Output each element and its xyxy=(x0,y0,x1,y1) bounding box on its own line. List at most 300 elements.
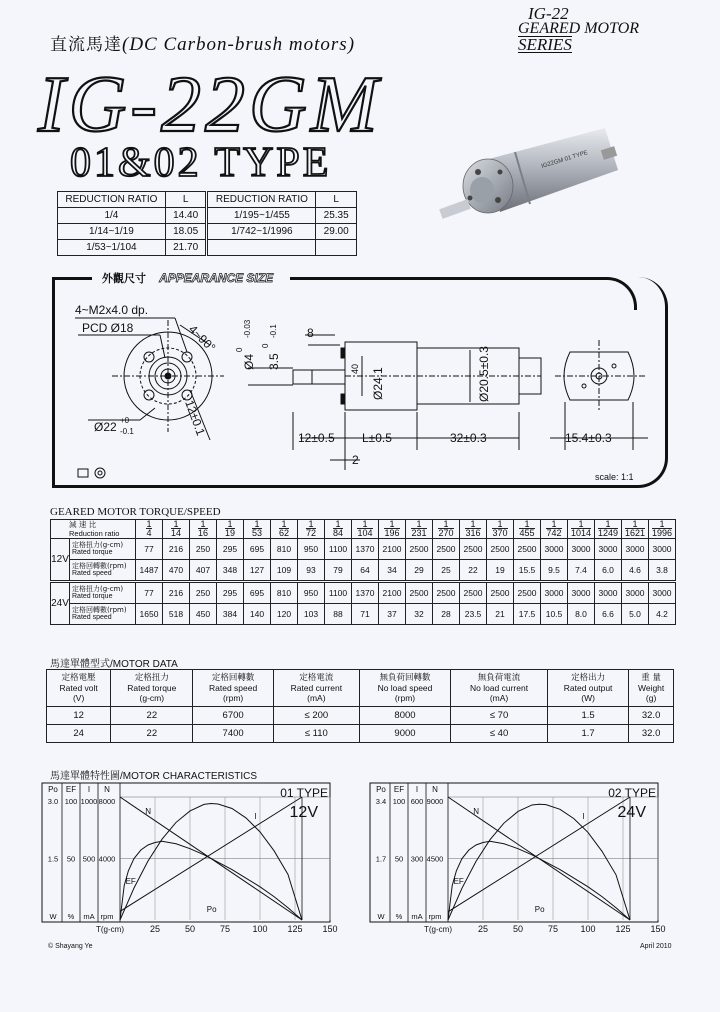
torque-cell: 810 xyxy=(271,582,298,604)
speed-cell: 1650 xyxy=(136,604,163,625)
torque-cell: 810 xyxy=(271,539,298,560)
axis-header: I xyxy=(415,785,419,794)
ratio-denominator: 196 xyxy=(384,528,400,538)
torque-table xyxy=(50,519,676,625)
dim-len2: L±0.5 xyxy=(362,431,392,445)
motor-data-header-cn: 定格扭力 xyxy=(134,673,169,683)
ratio-cell xyxy=(190,520,217,539)
ratio-numerator: 1 xyxy=(411,520,426,529)
axis-top-value: 600 xyxy=(410,797,424,806)
speed-cell: 6.0 xyxy=(595,560,622,582)
torque-cell: 2500 xyxy=(487,539,514,560)
motor-data-cell: ≤ 40 xyxy=(451,725,548,743)
axis-header: Po xyxy=(376,785,386,794)
torque-cell: 3000 xyxy=(622,539,649,560)
axis-header: N xyxy=(104,785,110,794)
dim-shaft-tol-top: 0 xyxy=(235,347,244,352)
series-ef-label: EF xyxy=(125,877,136,886)
x-tick-label: 50 xyxy=(184,924,196,934)
ratio-denominator: 16 xyxy=(197,528,208,538)
speed-cell: 29 xyxy=(406,560,433,582)
axis-mid-value: 500 xyxy=(82,854,96,864)
ratio-cell: 29.00 xyxy=(316,224,357,240)
series-po-line xyxy=(448,804,630,920)
motor-data-cell: ≤ 110 xyxy=(273,725,359,743)
x-tick-label: 75 xyxy=(547,924,559,934)
torque-label-cn: 定格扭力(g-cm) xyxy=(72,585,124,593)
ratio-header-4: L xyxy=(316,192,357,208)
torque-cell: 3000 xyxy=(622,582,649,604)
torque-cell: 3000 xyxy=(541,539,568,560)
ratio-fraction xyxy=(357,520,372,537)
speed-cell: 3.8 xyxy=(649,560,676,582)
footer-right: April 2010 xyxy=(640,943,672,950)
speed-cell: 6.6 xyxy=(595,604,622,625)
torque-cell: 2500 xyxy=(406,539,433,560)
ratio-numerator: 1 xyxy=(225,520,235,529)
axis-mid-value: 4000 xyxy=(98,854,116,864)
motor-data-header-cn: 定格電流 xyxy=(299,673,334,683)
dim-angle: 4~90° xyxy=(185,322,219,355)
axis-mid-value: 1.7 xyxy=(375,854,387,864)
axis-top-value: 100 xyxy=(64,797,78,806)
ratio-denominator: 53 xyxy=(251,528,262,538)
torque-cell: 77 xyxy=(136,539,163,560)
torque-cell: 250 xyxy=(190,539,217,560)
speed-cell: 21 xyxy=(487,604,514,625)
ratio-fraction xyxy=(306,520,316,537)
torque-cell: 2500 xyxy=(514,582,541,604)
scale-note: scale: 1:1 xyxy=(595,472,634,480)
ratio-cell xyxy=(595,520,622,539)
axis-top-value: 100 xyxy=(392,797,406,806)
torque-cell: 2500 xyxy=(460,582,487,604)
ratio-fraction xyxy=(225,520,235,537)
motor-data-header-en: Rated current xyxy=(290,683,343,693)
motor-data-cell: 9000 xyxy=(359,725,450,743)
motor-data-cell: 32.0 xyxy=(629,707,674,725)
torque-label-en: Rated torque xyxy=(72,593,113,600)
motor-data-header xyxy=(451,670,548,707)
dim-shaft-tol-bot: -0.03 xyxy=(243,319,252,338)
ratio-fraction xyxy=(492,520,507,537)
torque-cell: 3000 xyxy=(649,539,676,560)
x-tick-label: 150 xyxy=(650,924,666,934)
ratio-numerator: 1 xyxy=(465,520,480,529)
chart-title: 01 TYPE xyxy=(280,786,328,800)
dimension-drawing xyxy=(60,290,660,480)
ratio-cell xyxy=(316,240,357,256)
motor-data-header-cn: 無負荷電流 xyxy=(477,673,521,683)
ratio-label-en: Reduction ratio xyxy=(69,529,120,538)
motor-data-cell: 24 xyxy=(47,725,111,743)
ratio-cell: 1/14~1/19 xyxy=(58,224,166,240)
speed-cell: 348 xyxy=(217,560,244,582)
motor-data-header-cn: 無負荷回轉數 xyxy=(379,673,431,683)
ratio-fraction xyxy=(146,520,151,537)
ratio-cell: 18.05 xyxy=(165,224,207,240)
speed-cell: 7.4 xyxy=(568,560,595,582)
motor-data-header xyxy=(547,670,628,707)
ratio-fraction xyxy=(438,520,453,537)
motor-data-header xyxy=(359,670,450,707)
axis-unit: rpm xyxy=(428,912,442,921)
ratio-row xyxy=(58,224,357,240)
motor-data-header-unit: (rpm) xyxy=(394,693,416,703)
axis-top-value: 9000 xyxy=(426,797,444,806)
motor-data-title-cn: 馬達單體型式 xyxy=(50,659,110,670)
torque-cell: 1370 xyxy=(352,582,379,604)
torque-cell: 3000 xyxy=(595,582,622,604)
speed-cell: 25 xyxy=(433,560,460,582)
motor-data-header-unit: (V) xyxy=(72,693,85,703)
ratio-fraction xyxy=(198,520,208,537)
torque-cell: 1100 xyxy=(325,539,352,560)
motor-data-header-en: Rated torque xyxy=(127,683,177,693)
motor-data-title xyxy=(50,655,178,670)
ratio-cell: 1/4 xyxy=(58,208,166,224)
series-po-label: Po xyxy=(206,905,217,914)
torque-cell: 695 xyxy=(244,582,271,604)
motor-data-row xyxy=(47,707,674,725)
x-tick-label: 125 xyxy=(287,924,303,934)
ratio-denominator: 1996 xyxy=(651,528,673,538)
ratio-row xyxy=(58,240,357,256)
motor-data-header xyxy=(47,670,111,707)
ratio-numerator: 1 xyxy=(384,520,399,529)
ratio-denominator: 1249 xyxy=(597,528,619,538)
ratio-denominator: 231 xyxy=(411,528,427,538)
speed-cell: 32 xyxy=(406,604,433,625)
ratio-label xyxy=(51,520,136,539)
chart-title: 02 TYPE xyxy=(608,786,656,800)
ratio-cell xyxy=(541,520,568,539)
ratio-cell: 14.40 xyxy=(165,208,207,224)
motor-photo xyxy=(430,120,630,230)
dim-can: Ø20.5±0.3 xyxy=(477,346,491,402)
axis-unit: W xyxy=(377,912,385,921)
motor-data-header-unit: (mA) xyxy=(307,693,326,703)
torque-cell: 216 xyxy=(163,582,190,604)
torque-cell: 3000 xyxy=(541,582,568,604)
speed-cell: 64 xyxy=(352,560,379,582)
axis-mid-value: 50 xyxy=(394,854,404,864)
chart-01-svg xyxy=(40,775,350,945)
ratio-cell xyxy=(379,520,406,539)
motor-data-table xyxy=(46,669,674,743)
chart-02-svg xyxy=(368,775,678,945)
ratio-row xyxy=(58,208,357,224)
ratio-header-1: REDUCTION RATIO xyxy=(58,192,166,208)
speed-cell: 17.5 xyxy=(514,604,541,625)
ratio-cell xyxy=(244,520,271,539)
voltage-24v: 24V xyxy=(51,582,70,625)
motor-data-header xyxy=(193,670,274,707)
series-po-label: Po xyxy=(534,905,545,914)
ratio-row xyxy=(51,520,676,539)
ratio-denominator: 14 xyxy=(170,528,181,538)
speed-cell: 8.0 xyxy=(568,604,595,625)
ratio-denominator: 104 xyxy=(357,528,373,538)
axis-mid-value: 4500 xyxy=(426,854,444,864)
torque-label xyxy=(70,582,136,604)
subtitle xyxy=(50,30,355,56)
ratio-cell xyxy=(568,520,595,539)
ratio-cell: 25.35 xyxy=(316,208,357,224)
appearance-title-cn: 外觀尺寸 xyxy=(102,272,146,285)
dim-2: 2 xyxy=(352,453,359,467)
axis-top-value: 3.0 xyxy=(47,797,59,806)
chart-01 xyxy=(40,775,350,945)
motor-data-header-en: Rated speed xyxy=(209,683,258,693)
axis-unit: mA xyxy=(83,912,95,921)
axis-unit: % xyxy=(395,912,403,921)
subtitle-en: (DC Carbon-brush motors) xyxy=(122,34,356,55)
motor-data-header-en: Rated volt xyxy=(59,683,98,693)
motor-data-cell: 1.7 xyxy=(547,725,628,743)
speed-label-cn: 定格回轉數(rpm) xyxy=(72,562,127,570)
speed-cell: 88 xyxy=(325,604,352,625)
dim-8: 8 xyxy=(307,326,314,340)
series-i-label: I xyxy=(582,812,585,821)
speed-cell: 4.6 xyxy=(622,560,649,582)
axis-mid-value: 1.5 xyxy=(47,854,59,864)
torque-cell: 2500 xyxy=(433,582,460,604)
speed-label xyxy=(70,560,136,582)
ratio-fraction xyxy=(625,520,645,537)
ratio-cell xyxy=(460,520,487,539)
speed-cell: 103 xyxy=(298,604,325,625)
motor-data-header xyxy=(273,670,359,707)
ratio-cell xyxy=(514,520,541,539)
speed-cell: 9.5 xyxy=(541,560,568,582)
x-tick-label: 50 xyxy=(512,924,524,934)
characteristics-title-cn: 馬達單體特性圖 xyxy=(50,771,120,782)
motor-data-header xyxy=(111,670,193,707)
ratio-numerator: 1 xyxy=(598,520,618,529)
series-line-3: SERIES xyxy=(518,35,572,54)
ratio-fraction xyxy=(519,520,534,537)
ratio-fraction xyxy=(384,520,399,537)
ratio-fraction xyxy=(411,520,426,537)
axis-unit: % xyxy=(67,912,75,921)
speed-12v-row xyxy=(51,560,676,582)
torque-cell: 695 xyxy=(244,539,271,560)
characteristics-title-en: /MOTOR CHARACTERISTICS xyxy=(120,771,258,782)
model-title: IG-22GM xyxy=(38,61,382,149)
torque-cell: 295 xyxy=(217,582,244,604)
speed-cell: 28 xyxy=(433,604,460,625)
x-tick-label: 125 xyxy=(615,924,631,934)
ratio-numerator: 1 xyxy=(492,520,507,529)
torque-cell: 2500 xyxy=(487,582,514,604)
series-n-label: N xyxy=(473,807,479,817)
speed-cell: 22 xyxy=(460,560,487,582)
series-n-label: N xyxy=(145,807,151,817)
torque-cell: 250 xyxy=(190,582,217,604)
torque-title: GEARED MOTOR TORQUE/SPEED xyxy=(50,506,221,518)
axis-top-value: 1000 xyxy=(80,797,98,806)
torque-cell: 216 xyxy=(163,539,190,560)
x-axis-label: T(g-cm) xyxy=(424,925,452,934)
x-tick-label: 25 xyxy=(477,924,489,934)
footer-left: © Shayang Ye xyxy=(48,943,93,950)
ratio-cell xyxy=(207,240,316,256)
motor-data-header-cn: 重 量 xyxy=(641,673,661,683)
chart-02 xyxy=(368,775,678,945)
torque-cell: 2500 xyxy=(460,539,487,560)
ratio-denominator: 455 xyxy=(519,528,535,538)
ratio-denominator: 72 xyxy=(305,528,316,538)
axis-header: N xyxy=(432,785,438,794)
ratio-fraction xyxy=(279,520,289,537)
axis-header: EF xyxy=(65,785,77,794)
speed-label-en: Rated speed xyxy=(72,570,112,577)
ratio-numerator: 1 xyxy=(198,520,208,529)
torque-cell: 295 xyxy=(217,539,244,560)
motor-data-header-cn: 定格電壓 xyxy=(61,673,96,683)
speed-cell: 4.2 xyxy=(649,604,676,625)
dim-bore: Ø22 xyxy=(94,420,117,434)
torque-cell: 950 xyxy=(298,582,325,604)
motor-data-header-cn: 定格出力 xyxy=(571,673,606,683)
x-axis-label: T(g-cm) xyxy=(96,925,124,934)
torque-cell: 2500 xyxy=(406,582,433,604)
ratio-header-2: L xyxy=(165,192,207,208)
motor-data-cell: 6700 xyxy=(193,707,274,725)
speed-cell: 450 xyxy=(190,604,217,625)
ratio-fraction xyxy=(171,520,181,537)
torque-12v-row xyxy=(51,539,676,560)
speed-cell: 109 xyxy=(271,560,298,582)
axis-unit: mA xyxy=(411,912,423,921)
torque-cell: 3000 xyxy=(568,582,595,604)
motor-data-cell: ≤ 70 xyxy=(451,707,548,725)
speed-24v-row xyxy=(51,604,676,625)
dim-shaft: Ø4 xyxy=(242,353,256,370)
speed-cell: 34 xyxy=(379,560,406,582)
torque-label-en: Rated torque xyxy=(72,549,113,556)
x-tick-label: 100 xyxy=(252,924,268,934)
appearance-title xyxy=(96,270,279,286)
torque-cell: 2100 xyxy=(379,539,406,560)
ratio-numerator: 1 xyxy=(357,520,372,529)
ratio-fraction xyxy=(333,520,343,537)
torque-cell: 3000 xyxy=(568,539,595,560)
ratio-table xyxy=(57,191,357,256)
torque-table-wrap xyxy=(50,519,676,625)
series-line-2: GEARED MOTOR xyxy=(518,20,640,37)
speed-cell: 5.0 xyxy=(622,604,649,625)
motor-data-cell: ≤ 200 xyxy=(273,707,359,725)
motor-data-header-unit: (rpm) xyxy=(222,693,244,703)
motor-data-cell: 22 xyxy=(111,707,193,725)
ratio-header-3: REDUCTION RATIO xyxy=(207,192,316,208)
ratio-cell xyxy=(271,520,298,539)
ratio-cell xyxy=(352,520,379,539)
ratio-fraction xyxy=(465,520,480,537)
ratio-fraction xyxy=(546,520,561,537)
motor-data-title-en: /MOTOR DATA xyxy=(110,659,178,670)
ratio-numerator: 1 xyxy=(652,520,672,529)
speed-cell: 23.5 xyxy=(460,604,487,625)
x-tick-label: 100 xyxy=(580,924,596,934)
ratio-cell: 1/53~1/104 xyxy=(58,240,166,256)
ratio-cell xyxy=(622,520,649,539)
ratio-cell: 21.70 xyxy=(165,240,207,256)
motor-data-header-row xyxy=(47,670,674,707)
dim-40: 40 xyxy=(350,363,360,374)
torque-cell: 77 xyxy=(136,582,163,604)
appearance-top-line xyxy=(52,277,92,280)
axis-mid-value: 300 xyxy=(410,854,424,864)
motor-data-cell: 32.0 xyxy=(629,725,674,743)
ratio-numerator: 1 xyxy=(333,520,343,529)
ratio-numerator: 1 xyxy=(571,520,591,529)
speed-label-en: Rated speed xyxy=(72,614,112,621)
x-tick-label: 150 xyxy=(322,924,338,934)
motor-data-header-en: Weight xyxy=(637,683,665,693)
ratio-cell: 1/195~1/455 xyxy=(207,208,316,224)
ratio-cell: 1/742~1/1996 xyxy=(207,224,316,240)
axis-top-value: 3.4 xyxy=(375,797,387,806)
ratio-label-cn: 減 速 比 xyxy=(69,520,97,529)
torque-cell: 1100 xyxy=(325,582,352,604)
ratio-denominator: 1014 xyxy=(570,528,592,538)
speed-cell: 15.5 xyxy=(514,560,541,582)
side-view xyxy=(248,335,541,470)
dim-flat-tol-bot: -0.1 xyxy=(269,324,278,338)
ratio-denominator: 270 xyxy=(438,528,454,538)
motor-data-header-en: No load current xyxy=(469,683,529,693)
ratio-numerator: 1 xyxy=(546,520,561,529)
speed-cell: 407 xyxy=(190,560,217,582)
ratio-numerator: 1 xyxy=(171,520,181,529)
ratio-numerator: 1 xyxy=(438,520,453,529)
torque-cell: 950 xyxy=(298,539,325,560)
speed-cell: 127 xyxy=(244,560,271,582)
dim-pcd: PCD Ø18 xyxy=(82,321,134,335)
torque-24v-row xyxy=(51,582,676,604)
type-title: 01&02 TYPE xyxy=(70,140,332,186)
ratio-denominator: 84 xyxy=(332,528,343,538)
ratio-denominator: 4 xyxy=(146,528,152,538)
ratio-cell xyxy=(406,520,433,539)
torque-cell: 1370 xyxy=(352,539,379,560)
ratio-cell xyxy=(433,520,460,539)
ratio-cell xyxy=(163,520,190,539)
motor-data-header-unit: (g-cm) xyxy=(139,693,165,703)
motor-data-cell: 12 xyxy=(47,707,111,725)
speed-cell: 37 xyxy=(379,604,406,625)
ratio-numerator: 1 xyxy=(252,520,262,529)
torque-label-cn: 定格扭力(g-cm) xyxy=(72,541,124,549)
torque-cell: 2100 xyxy=(379,582,406,604)
torque-label xyxy=(70,539,136,560)
ratio-cell xyxy=(649,520,676,539)
ratio-denominator: 62 xyxy=(278,528,289,538)
ratio-header-row xyxy=(58,192,357,208)
motor-data-header xyxy=(629,670,674,707)
motor-data-cell: 1.5 xyxy=(547,707,628,725)
ratio-fraction xyxy=(571,520,591,537)
dim-len3: 32±0.3 xyxy=(450,431,487,445)
series-i-label: I xyxy=(254,812,257,821)
ratio-cell xyxy=(325,520,352,539)
axis-header: I xyxy=(87,785,91,794)
speed-cell: 518 xyxy=(163,604,190,625)
dim-flat: 3.5 xyxy=(267,353,281,370)
